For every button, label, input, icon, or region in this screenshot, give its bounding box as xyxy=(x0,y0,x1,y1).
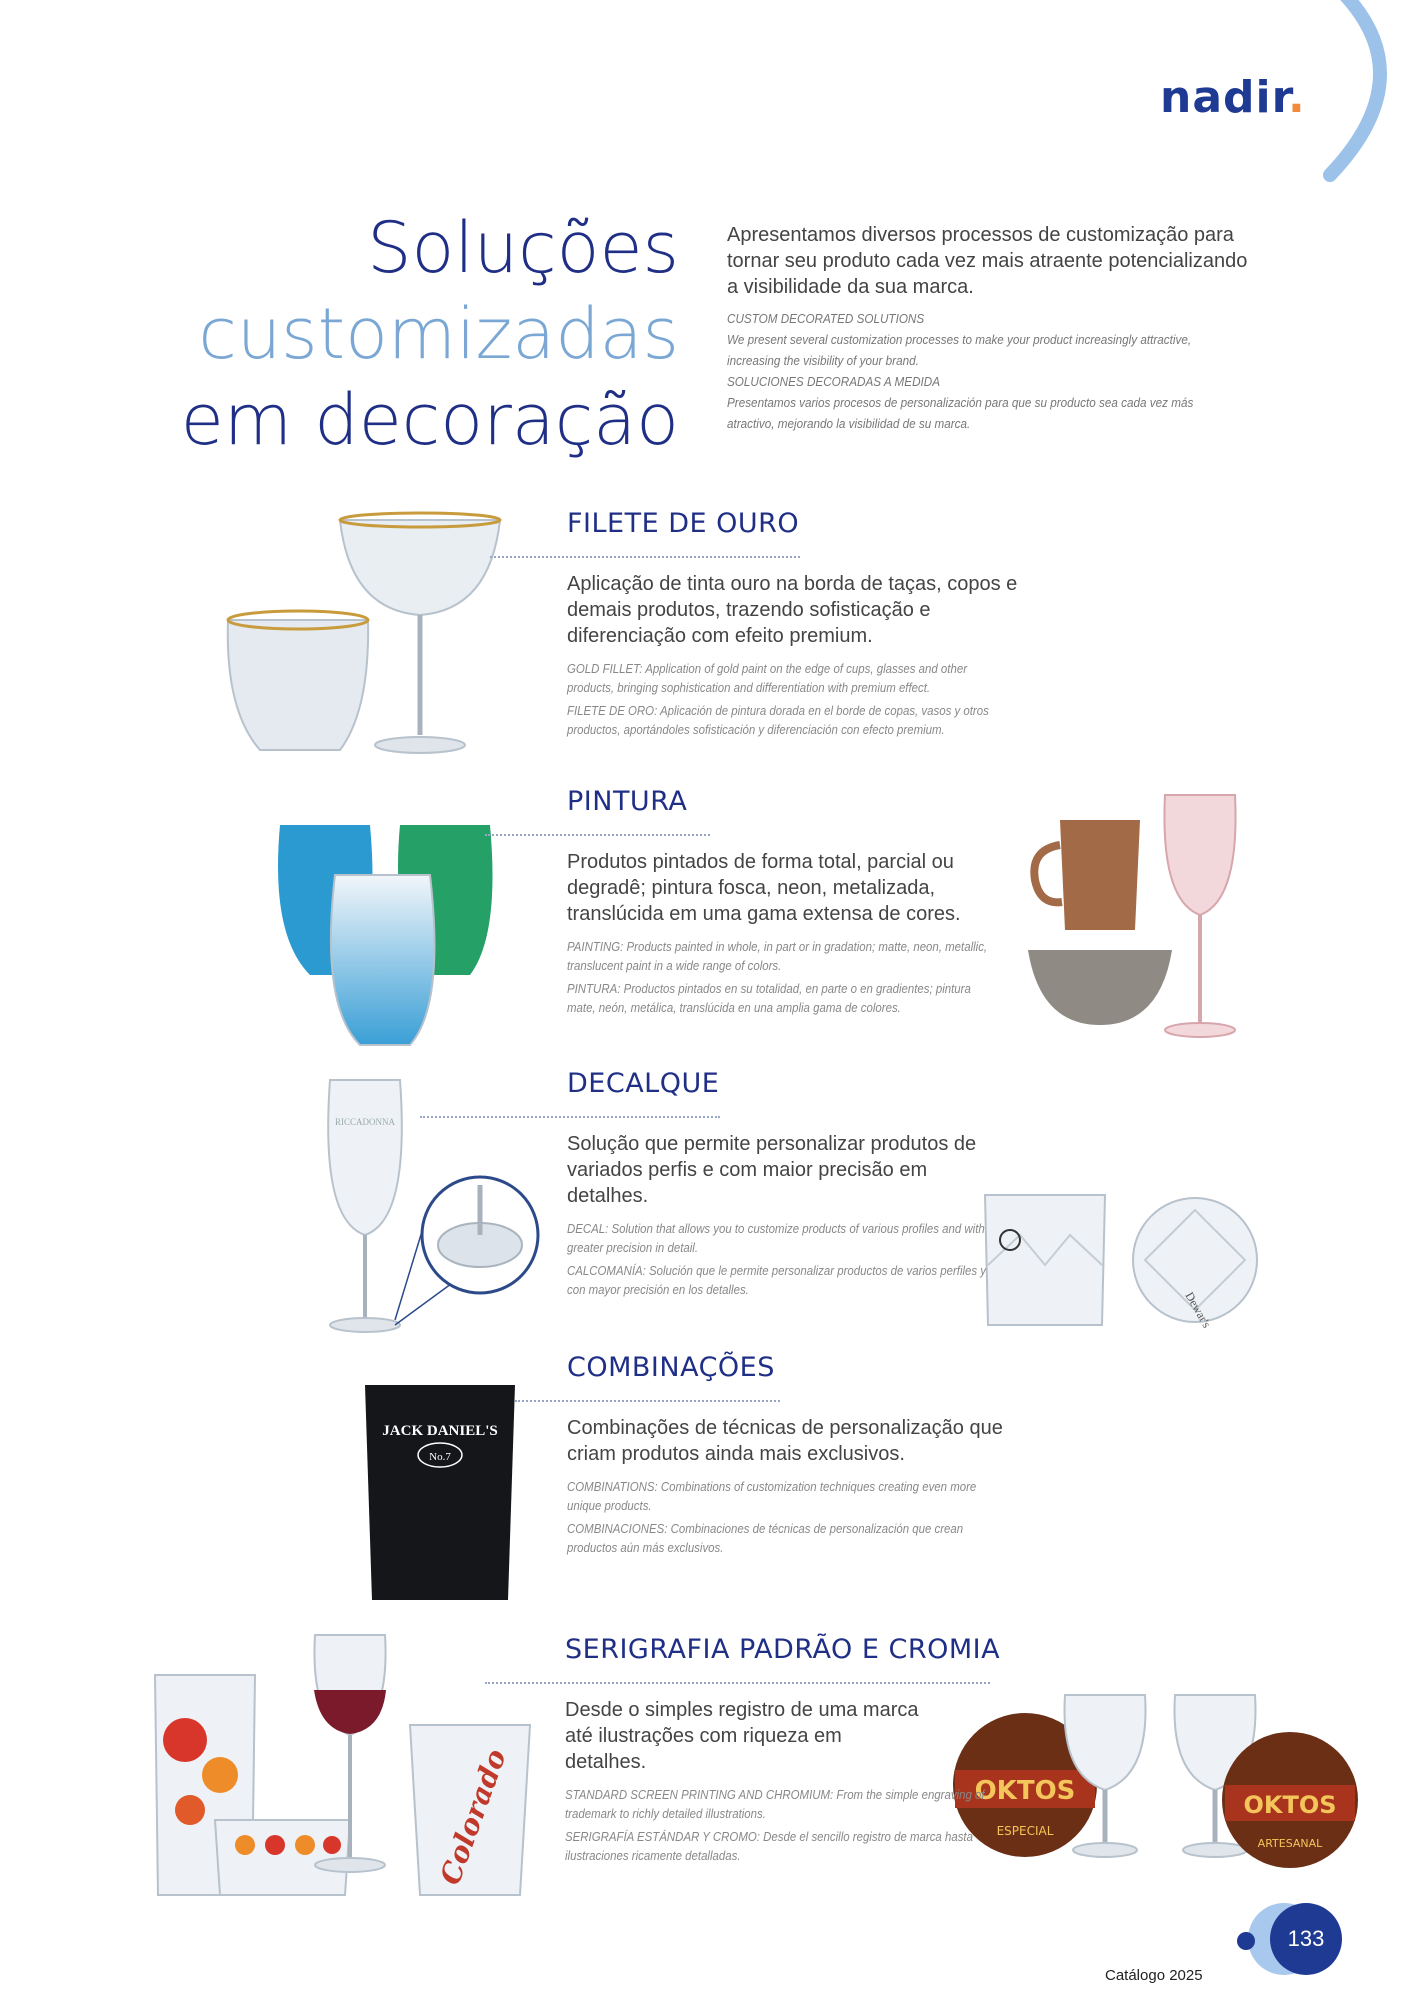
section-body-combinacoes xyxy=(567,1415,1007,1561)
gold-rim-glasses-image xyxy=(220,510,510,760)
section-desc: Aplicação de tinta ouro na borda de taças, copos e demais produtos, trazendo sofisticação e diferenciação com efeito premium. xyxy=(567,573,1018,647)
section-divider xyxy=(485,834,710,836)
intro-block xyxy=(727,222,1257,434)
intro-english-text: We present several customization processes to make your product increasingly attractive, increasing the visibility of your brand. xyxy=(727,332,1192,368)
oktos-label-1: OKTOS xyxy=(974,1776,1076,1806)
riccadonna-decal: RICCADONNA xyxy=(334,1117,396,1127)
colorado-label: Colorado xyxy=(433,1744,513,1889)
section-english: PAINTING: Products painted in whole, in part or in gradation; matte, neon, metallic, translucent paint in a wide range of colors. xyxy=(567,939,988,973)
decorative-arc xyxy=(1310,0,1414,210)
jack-no7-label: No.7 xyxy=(429,1451,451,1463)
title-line-2: customizadas xyxy=(198,293,679,375)
section-title-decalque: DECALQUE xyxy=(567,1068,720,1099)
section-title-filete-de-ouro: FILETE DE OURO xyxy=(567,508,800,539)
oktos-artesanal-label: ARTESANAL xyxy=(1257,1837,1323,1850)
section-divider xyxy=(490,556,800,558)
section-title-combinacoes: COMBINAÇÕES xyxy=(567,1352,775,1383)
painted-mug-bowl-wineglass-image xyxy=(1020,790,1260,1045)
painted-glasses-image xyxy=(270,815,510,1055)
section-divider xyxy=(515,1400,780,1402)
section-desc: Combinações de técnicas de personalização que criam produtos ainda mais exclusivos. xyxy=(567,1417,1003,1465)
dewars-decal: Dewar's xyxy=(1182,1289,1214,1331)
section-spanish: COMBINACIONES: Combinaciones de técnicas de personalización que crean productos aún más exclusivos. xyxy=(567,1521,964,1555)
oktos-glasses-image xyxy=(945,1685,1365,1885)
section-desc: Produtos pintados de forma total, parcial ou degradê; pintura fosca, neon, metalizada, translúcida em uma gama extensa de cores. xyxy=(567,851,961,925)
intro-spanish-title: SOLUCIONES DECORADAS A MEDIDA xyxy=(727,374,941,389)
section-spanish: FILETE DE ORO: Aplicación de pintura dorada en el borde de copas, vasos y otros productos, aportándoles sofisticación y diferenciación con efecto premium. xyxy=(567,703,989,737)
title-line-3: em decoração xyxy=(180,379,679,461)
section-english: DECAL: Solution that allows you to customize products of various profiles and with greater precision in detail. xyxy=(567,1221,985,1255)
intro-spanish-text: Presentamos varios procesos de personalización para que su producto sea cada vez más atractivo, mejorando la visibilidad de su marca. xyxy=(727,395,1194,431)
section-divider xyxy=(485,1682,990,1684)
section-english: GOLD FILLET: Application of gold paint on the edge of cups, glasses and other products, bringing sophistication and differentiation with premium effect. xyxy=(567,661,968,695)
section-desc: Desde o simples registro de uma marca até ilustrações com riqueza em detalhes. xyxy=(565,1699,919,1773)
title-line-1: Soluções xyxy=(367,207,679,289)
section-english: COMBINATIONS: Combinations of customization techniques creating even more unique products. xyxy=(567,1479,977,1513)
section-body-decalque xyxy=(567,1131,1007,1303)
section-english: STANDARD SCREEN PRINTING AND CHROMIUM: From the simple engraving of trademark to richly detailed illustrations. xyxy=(565,1787,985,1821)
section-body-serigrafia xyxy=(565,1697,985,1869)
jack-daniels-label: JACK DANIEL'S xyxy=(382,1423,498,1439)
jack-daniels-glass-image xyxy=(360,1380,520,1610)
intro-english-title: CUSTOM DECORATED SOLUTIONS xyxy=(727,311,925,326)
section-desc: Solução que permite personalizar produtos de variados perfis e com maior precisão em detalhes. xyxy=(567,1133,977,1207)
decal-champagne-glass-image xyxy=(320,1070,550,1340)
section-title-serigrafia: SERIGRAFIA PADRÃO E CROMIA xyxy=(565,1634,1001,1665)
section-body-pintura xyxy=(567,849,1007,1021)
section-spanish: SERIGRAFÍA ESTÁNDAR Y CROMO: Desde el sencillo registro de marca hasta ilustraciones ricamente detalladas. xyxy=(565,1829,973,1863)
section-spanish: CALCOMANÍA: Solución que le permite personalizar productos de varios perfiles y con mayor precisión en los detalles. xyxy=(567,1263,987,1297)
page-number-dot xyxy=(1237,1932,1255,1950)
section-title-pintura: PINTURA xyxy=(567,786,688,817)
page-number: 133 xyxy=(1287,1926,1325,1951)
screen-printed-glasses-image xyxy=(150,1630,535,1900)
section-body-filete-de-ouro xyxy=(567,571,1047,743)
oktos-label-2: OKTOS xyxy=(1243,1791,1337,1819)
catalog-label: Catálogo 2025 xyxy=(1105,1967,1203,1984)
page-title xyxy=(181,205,679,463)
decal-whisky-glasses-image xyxy=(980,1185,1260,1335)
oktos-especial-label: ESPECIAL xyxy=(996,1824,1054,1838)
brand-logo: nadir. xyxy=(1160,72,1306,123)
intro-portuguese: Apresentamos diversos processos de customização para tornar seu produto cada vez mais atraente potencializando a visibilidade da sua marca. xyxy=(727,224,1248,298)
section-divider xyxy=(420,1116,720,1118)
section-spanish: PINTURA: Productos pintados en su totalidad, en parte o en gradientes; pintura mate, neón, metálica, translúcida en una amplia gama de colores. xyxy=(567,981,971,1015)
